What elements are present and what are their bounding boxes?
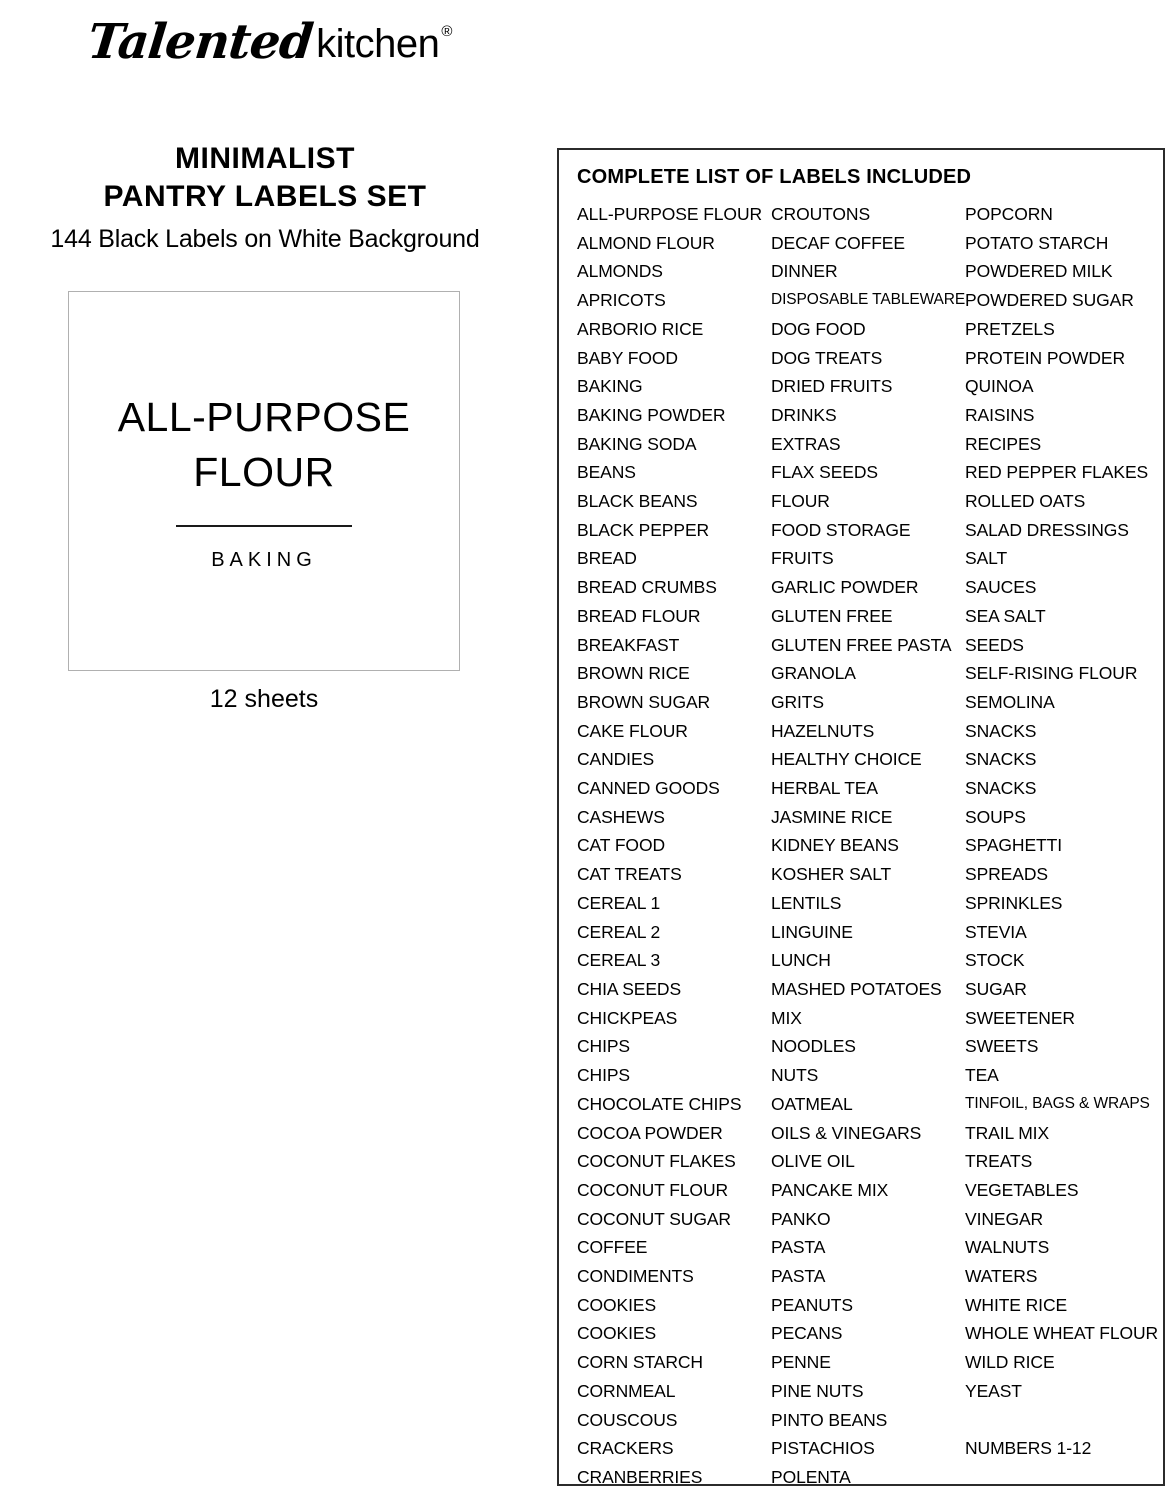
label-list-item: CORN STARCH	[577, 1352, 703, 1373]
label-list-panel	[557, 148, 1165, 1486]
label-list-item: SAUCES	[965, 577, 1037, 598]
label-list-item: SUGAR	[965, 978, 1027, 999]
label-list-item: GRANOLA	[771, 663, 856, 684]
label-list-item: YEAST	[965, 1380, 1022, 1401]
label-list-item: PISTACHIOS	[771, 1438, 875, 1459]
label-list-item: OATMEAL	[771, 1093, 853, 1114]
label-list-item: COOKIES	[577, 1294, 657, 1315]
label-list-item: WILD RICE	[965, 1352, 1055, 1373]
label-list-column-2	[771, 200, 965, 1492]
product-title-line-1: MINIMALIST	[175, 142, 355, 175]
label-list-item: RAISINS	[965, 404, 1035, 425]
label-list-item: CROUTONS	[771, 204, 871, 224]
sample-label-name-line-1: ALL-PURPOSE	[117, 393, 411, 440]
sample-label-name-line-2: FLOUR	[193, 449, 335, 495]
label-list-item: GLUTEN FREE	[771, 605, 893, 626]
label-list-item: OILS & VINEGARS	[771, 1122, 922, 1143]
label-list-item: GLUTEN FREE PASTA	[771, 634, 952, 655]
label-list-item: TINFOIL, BAGS & WRAPS	[965, 1094, 1150, 1112]
label-list-item: POPCORN	[965, 204, 1053, 224]
label-list-item: BREAKFAST	[577, 634, 680, 655]
label-list-item: PINE NUTS	[771, 1380, 864, 1401]
label-list-column-3	[965, 200, 1165, 1492]
brand-logo	[85, 14, 453, 70]
label-list-item: PECANS	[771, 1323, 843, 1344]
label-list-item: ROLLED OATS	[965, 491, 1086, 512]
label-list-item: HAZELNUTS	[771, 720, 875, 741]
label-list-columns	[577, 200, 1159, 1492]
label-list-item: LINGUINE	[771, 921, 853, 942]
label-list-item: CAT TREATS	[577, 864, 682, 885]
label-list-item: SALT	[965, 548, 1008, 569]
sheet-count: 12 sheets	[209, 685, 319, 713]
label-list-item: COUSCOUS	[577, 1409, 678, 1430]
label-list-item: CANNED GOODS	[577, 778, 720, 799]
label-list-column-1	[577, 200, 771, 1492]
label-list-item: HERBAL TEA	[771, 778, 878, 799]
label-list-item: DOG FOOD	[771, 318, 866, 339]
sample-label-card	[68, 291, 460, 671]
label-list-item: LENTILS	[771, 892, 842, 913]
label-list-item: CRACKERS	[577, 1438, 674, 1459]
product-heading-block	[0, 140, 530, 254]
label-list-item: BROWN RICE	[577, 663, 690, 684]
label-list-item: RECIPES	[965, 433, 1042, 454]
label-list-item: TRAIL MIX	[965, 1122, 1050, 1143]
label-list-item: COOKIES	[577, 1323, 657, 1344]
label-list-item	[965, 1406, 1165, 1435]
label-list-item: BEANS	[577, 462, 636, 483]
label-list-item: CRANBERRIES	[577, 1466, 703, 1487]
label-list-item: SEA SALT	[965, 605, 1046, 626]
label-list-item: SNACKS	[965, 778, 1037, 799]
label-list-item: SPAGHETTI	[965, 835, 1062, 856]
label-list-item: KIDNEY BEANS	[771, 835, 899, 856]
label-list-item: WATERS	[965, 1266, 1038, 1287]
label-list-item: NOODLES	[771, 1036, 856, 1057]
label-list-item: BREAD FLOUR	[577, 605, 701, 626]
label-list-item: BREAD CRUMBS	[577, 577, 717, 598]
label-list-item: PANKO	[771, 1208, 831, 1229]
label-list-item: FOOD STORAGE	[771, 519, 911, 540]
label-list-item: JASMINE RICE	[771, 806, 893, 827]
label-list-item	[965, 1463, 1165, 1492]
label-list-item: BAKING	[577, 376, 643, 397]
label-list-item: NUMBERS 1-12	[965, 1438, 1092, 1459]
label-list-item: CHOCOLATE CHIPS	[577, 1093, 742, 1114]
registered-trademark-icon: ®	[441, 23, 453, 40]
label-list-item: SALAD DRESSINGS	[965, 519, 1129, 540]
label-list-item: FRUITS	[771, 548, 834, 569]
label-list-item: STOCK	[965, 950, 1025, 971]
label-list-item: SWEETENER	[965, 1007, 1075, 1028]
label-list-item: BAKING SODA	[577, 433, 697, 454]
label-list-item: WALNUTS	[965, 1237, 1050, 1258]
label-list-item: PROTEIN POWDER	[965, 347, 1125, 368]
label-list-item: COCOA POWDER	[577, 1122, 723, 1143]
label-list-item: CHIA SEEDS	[577, 978, 682, 999]
label-list-item: BLACK BEANS	[577, 491, 698, 512]
label-list-item: SOUPS	[965, 806, 1026, 827]
label-list-item: APRICOTS	[577, 290, 666, 311]
label-list-item: CHIPS	[577, 1036, 630, 1057]
label-list-item: BREAD	[577, 548, 637, 569]
label-list-item: ALMONDS	[577, 261, 663, 282]
product-title-line-2: PANTRY LABELS SET	[103, 179, 427, 213]
label-list-item: ARBORIO RICE	[577, 318, 704, 339]
label-list-item: MIX	[771, 1007, 802, 1028]
label-list-item: BABY FOOD	[577, 347, 678, 368]
sample-label-category: BAKING	[211, 549, 317, 572]
label-list-item: SNACKS	[965, 749, 1037, 770]
label-list-item: POLENTA	[771, 1466, 851, 1487]
label-list-item: COCONUT FLOUR	[577, 1179, 729, 1200]
label-list-item: CAKE FLOUR	[577, 720, 688, 741]
label-list-item: CASHEWS	[577, 806, 665, 827]
label-list-item: GRITS	[771, 691, 824, 712]
label-list-item: STEVIA	[965, 921, 1027, 942]
label-list-item: COCONUT SUGAR	[577, 1208, 731, 1229]
label-list-item: CEREAL 1	[577, 892, 661, 913]
label-list-item: SEEDS	[965, 634, 1024, 655]
label-list-item: POWDERED MILK	[965, 261, 1113, 282]
label-list-item: TEA	[965, 1065, 999, 1086]
label-list-item: PRETZELS	[965, 318, 1055, 339]
label-list-item: VINEGAR	[965, 1208, 1044, 1229]
label-list-item: PEANUTS	[771, 1294, 853, 1315]
label-list-item: ALL-PURPOSE FLOUR	[577, 204, 763, 224]
label-list-item: SPRINKLES	[965, 892, 1063, 913]
label-list-item: NUTS	[771, 1065, 819, 1086]
label-list-heading: COMPLETE LIST OF LABELS INCLUDED	[577, 166, 972, 188]
brand-logo-sans: kitchen	[316, 22, 440, 66]
label-list-item: SELF-RISING FLOUR	[965, 663, 1138, 684]
label-list-item: FLOUR	[771, 491, 830, 512]
label-list-item: PINTO BEANS	[771, 1409, 888, 1430]
label-list-item: CANDIES	[577, 749, 655, 770]
label-list-item: CHICKPEAS	[577, 1007, 678, 1028]
label-list-item: QUINOA	[965, 376, 1034, 397]
label-list-item: PASTA	[771, 1237, 826, 1258]
label-list-item: SPREADS	[965, 864, 1048, 885]
label-list-item: DRIED FRUITS	[771, 376, 893, 397]
label-list-item: CEREAL 2	[577, 921, 661, 942]
label-list-item: DINNER	[771, 261, 838, 282]
product-subtitle: 144 Black Labels on White Background	[50, 225, 480, 253]
label-list-item: POTATO STARCH	[965, 232, 1109, 253]
label-list-item: PENNE	[771, 1352, 831, 1373]
label-list-item: CHIPS	[577, 1065, 630, 1086]
label-list-item: DECAF COFFEE	[771, 232, 905, 253]
label-list-item: COFFEE	[577, 1237, 648, 1258]
label-list-item: DOG TREATS	[771, 347, 883, 368]
label-list-item: BROWN SUGAR	[577, 691, 711, 712]
label-list-item: HEALTHY CHOICE	[771, 749, 922, 770]
label-list-item: COCONUT FLAKES	[577, 1151, 736, 1172]
label-list-item: RED PEPPER FLAKES	[965, 462, 1149, 483]
label-list-item: SNACKS	[965, 720, 1037, 741]
label-list-item: WHITE RICE	[965, 1294, 1068, 1315]
label-list-item: VEGETABLES	[965, 1179, 1079, 1200]
label-list-item: CONDIMENTS	[577, 1266, 694, 1287]
label-list-item: CORNMEAL	[577, 1380, 676, 1401]
label-list-item: PASTA	[771, 1266, 826, 1287]
label-list-item: KOSHER SALT	[771, 864, 892, 885]
sample-label-divider	[176, 525, 352, 527]
brand-logo-script: Talented	[85, 14, 316, 70]
label-list-item: FLAX SEEDS	[771, 462, 878, 483]
label-list-item: POWDERED SUGAR	[965, 290, 1134, 311]
label-list-item: BAKING POWDER	[577, 404, 726, 425]
label-list-item: TREATS	[965, 1151, 1033, 1172]
label-list-item: LUNCH	[771, 950, 831, 971]
label-list-item: WHOLE WHEAT FLOUR	[965, 1323, 1159, 1344]
label-list-item: CAT FOOD	[577, 835, 665, 856]
label-list-item: GARLIC POWDER	[771, 577, 919, 598]
label-list-item: CEREAL 3	[577, 950, 661, 971]
label-list-item: SEMOLINA	[965, 691, 1055, 712]
label-list-item: DRINKS	[771, 404, 837, 425]
label-list-item: ALMOND FLOUR	[577, 232, 715, 253]
label-list-item: BLACK PEPPER	[577, 519, 710, 540]
label-list-item: OLIVE OIL	[771, 1151, 855, 1172]
label-list-item: MASHED POTATOES	[771, 978, 942, 999]
label-list-item: EXTRAS	[771, 433, 841, 454]
label-list-item: SWEETS	[965, 1036, 1039, 1057]
label-list-item: PANCAKE MIX	[771, 1179, 889, 1200]
label-list-item: DISPOSABLE TABLEWARE	[771, 291, 966, 309]
